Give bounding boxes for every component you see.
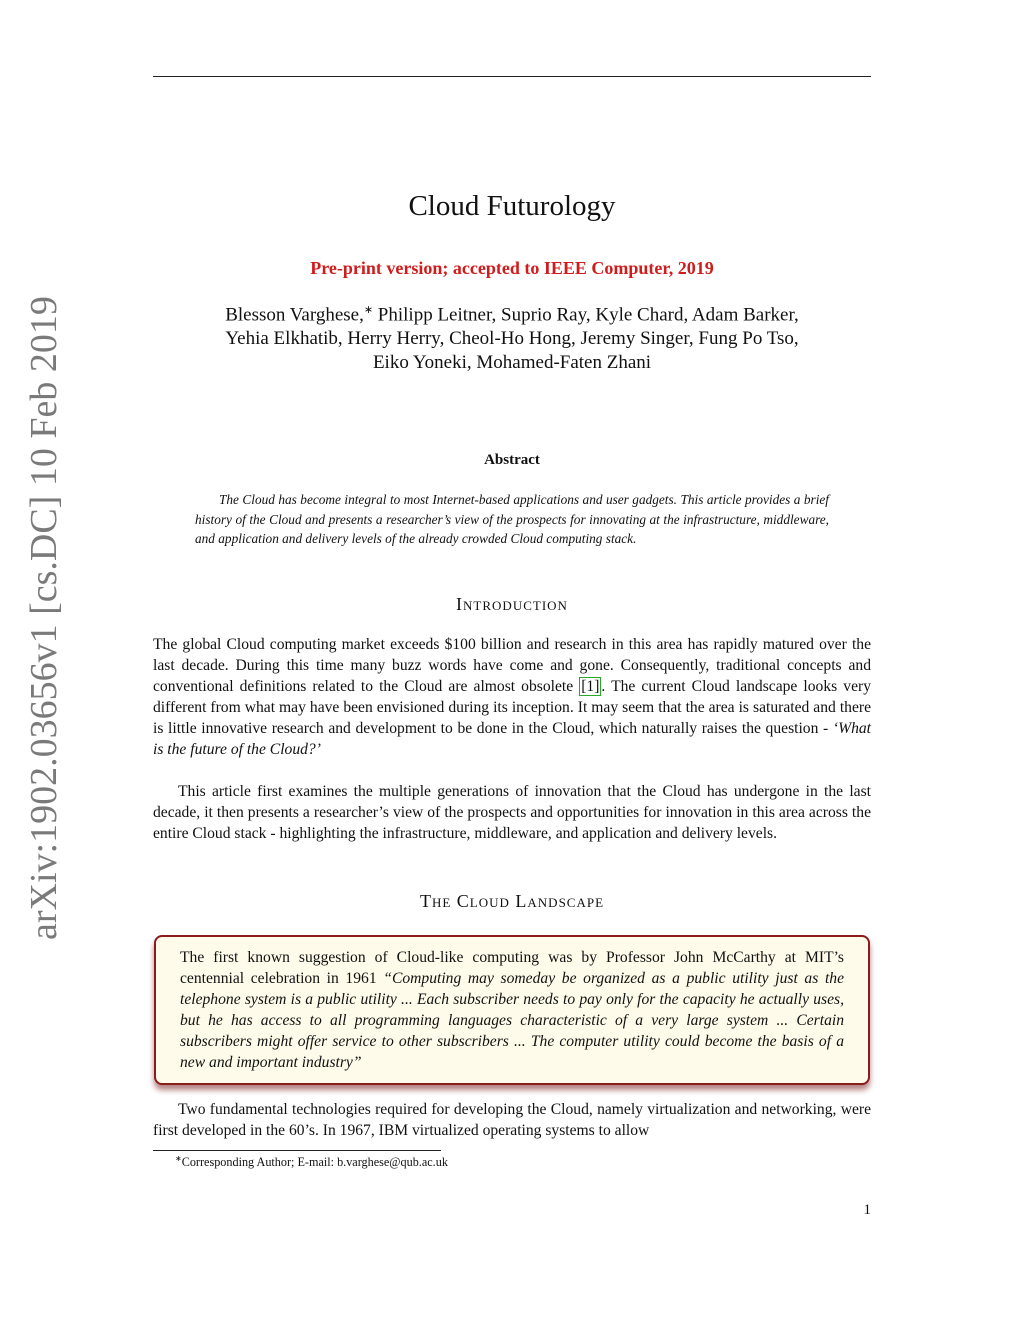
intro-p1-text: The global Cloud computing market exceeds $100 billion and research in this area has rapidly matured over the last decade. During this time many buzz words have come and gone. Consequently, traditional concepts and conventional definitions related to the Cloud are almost obsolete [153, 636, 871, 695]
preprint-note: Pre-print version; accepted to IEEE Computer, 2019 [310, 258, 714, 278]
authors-line-2: Yehia Elkhatib, Herry Herry, Cheol-Ho Hong, Jeremy Singer, Fung Po Tso, [225, 328, 799, 350]
cloud-landscape-paragraph-1: Two fundamental technologies required for developing the Cloud, namely virtualization and networking, were first developed in the 60’s. In 1967, IBM virtualized operating systems to allow [153, 1101, 871, 1139]
footnote-mark: ∗ [175, 1154, 182, 1163]
mccarthy-quote-box [154, 935, 870, 1085]
author-list [120, 298, 904, 375]
page-number: 1 [863, 1202, 871, 1218]
introduction-heading: Introduction [456, 594, 568, 614]
header-rule [153, 76, 871, 77]
introduction-paragraph-2: This article first examines the multiple generations of innovation that the Cloud has undergone in the last decade, it then presents a researcher’s view of the prospects and opportunities for innovation in this area across the entire Cloud stack - highlighting the infrastructure, middleware, and application and delivery levels. [153, 783, 871, 842]
mccarthy-quote: “Computing may someday be organized as a public utility just as the telephone system is a public utility ... Each subscriber needs to pay only for the capacity he actually uses, but he has access to all programming languages characteristic of a very large system ... Certain subscribers might offer service to other subscribers ... The computer utility could become the basis of a new and important industry” [180, 970, 845, 1071]
first-author: Blesson Varghese, [225, 304, 364, 326]
footnote-rule [153, 1150, 441, 1151]
arxiv-identifier: arXiv:1902.03656v1 [cs.DC] 10 Feb 2019 [23, 296, 65, 940]
abstract-heading: Abstract [484, 452, 540, 468]
abstract-text: The Cloud has become integral to most Internet-based applications and user gadgets. This article provides a brief history of the Cloud and presents a researcher’s view of the prospects for innovating at the infrastructure, middleware, and application and delivery levels of the already crowded Cloud computing stack. [195, 492, 829, 546]
corresponding-author-mark: ∗ [363, 304, 374, 316]
footnote [175, 1154, 448, 1170]
intro-p1-cont: . The current Cloud landscape looks very different from what may have been envisioned during its inception. It may seem that the area is saturated and there is little innovative research and development to be done in the Cloud, which naturally raises the question - [153, 678, 871, 737]
footnote-text: Corresponding Author; E-mail: b.varghese@qub.ac.uk [181, 1155, 448, 1170]
introduction-paragraph-1 [153, 634, 871, 760]
intro-question: ‘What is the future of the Cloud?’ [153, 720, 871, 758]
quote-intro: The first known suggestion of Cloud-like computing was by Professor John McCarthy at MIT’s centennial celebration in 1961 [180, 949, 844, 987]
paper-title: Cloud Futurology [408, 190, 616, 222]
authors-line-3: Eiko Yoneki, Mohamed-Faten Zhani [372, 352, 652, 374]
citation-link[interactable]: [1] [581, 678, 600, 695]
quote-paragraph [180, 947, 844, 1073]
cloud-landscape-heading: The Cloud Landscape [419, 891, 605, 911]
authors-line-1: Philipp Leitner, Suprio Ray, Kyle Chard, Adam Barker, [373, 304, 799, 326]
